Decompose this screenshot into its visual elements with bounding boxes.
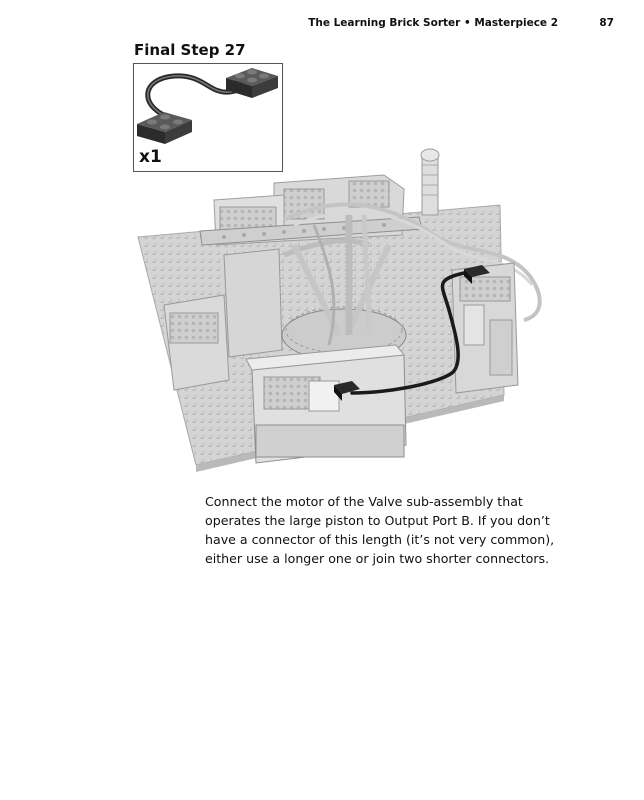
page-number: 87 xyxy=(599,17,614,29)
step-title: Final Step 27 xyxy=(134,41,246,59)
book-section-title: The Learning Brick Sorter • Masterpiece 2 xyxy=(308,17,558,29)
assembly-illustration xyxy=(134,145,560,490)
parts-quantity: x1 xyxy=(139,147,162,167)
step-instructions: Connect the motor of the Valve sub-assembly that operates the large piston to Output Port B. If you don’t have a connector of this length (it’s not very common), either use a longer one or join two shorter connectors. xyxy=(205,494,555,566)
